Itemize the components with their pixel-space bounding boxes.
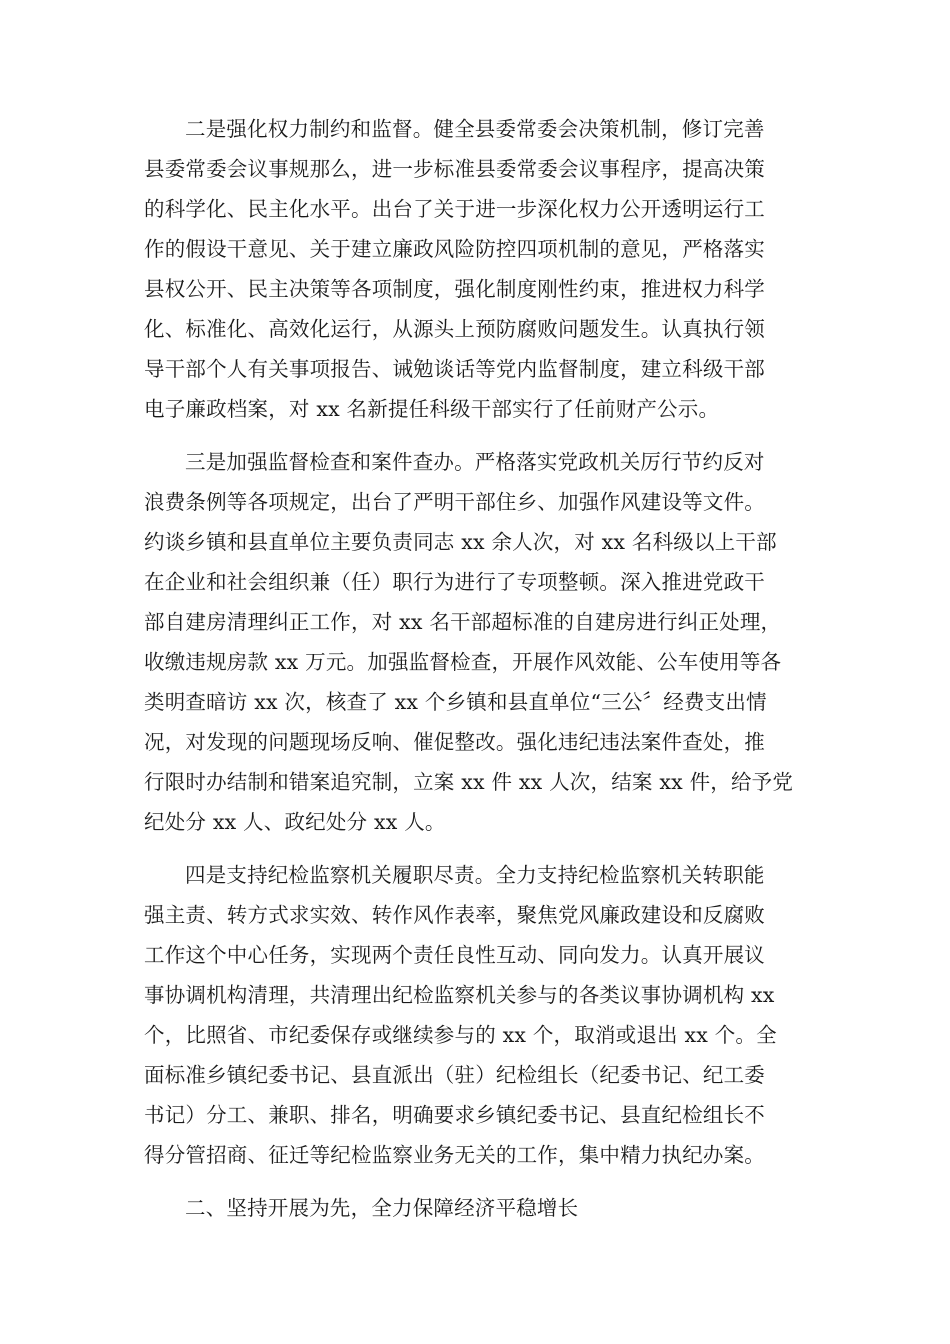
text-line: 县权公开、民主决策等各项制度，强化制度刚性约束，推进权力科学 — [144, 277, 765, 301]
text-line: 事协调机构清理，共清理出纪检监察机关参与的各类议事协调机构 xx — [144, 983, 775, 1007]
paragraph-discipline-support — [144, 855, 806, 1175]
section-heading-text: 二、坚持开展为先，全力保障经济平稳增长 — [185, 1196, 579, 1220]
text-line: 收缴违规房款 xx 万元。加强监督检查，开展作风效能、公车使用等各 — [144, 650, 782, 674]
text-line: 作的假设干意见、关于建立廉政风险防控四项机制的意见，严格落实 — [144, 237, 765, 261]
text-line: 行限时办结制和错案追究制，立案 xx 件 xx 人次，结案 xx 件，给予党 — [144, 770, 794, 794]
text-line: 浪费条例等各项规定，出台了严明干部住乡、加强作风建设等文件。 — [144, 490, 765, 514]
text-line: 化、标准化、高效化运行，从源头上预防腐败问题发生。认真执行领 — [144, 317, 765, 341]
document-body — [144, 109, 806, 1241]
text-line: 纪处分 xx 人、政纪处分 xx 人。 — [144, 810, 446, 834]
text-line: 县委常委会议事规那么，进一步标准县委常委会议事程序，提高决策 — [144, 157, 765, 181]
text-line: 个，比照省、市纪委保存或继续参与的 xx 个，取消或退出 xx 个。全 — [144, 1023, 777, 1047]
text-line: 工作这个中心任务，实现两个责任良性互动、同向发力。认真开展议 — [144, 943, 765, 967]
text-line: 强主责、转方式求实效、转作风作表率，聚焦党风廉政建设和反腐败 — [144, 903, 765, 927]
text-line: 部自建房清理纠正工作，对 xx 名干部超标准的自建房进行纠正处理， — [144, 610, 782, 634]
text-line: 电子廉政档案，对 xx 名新提任科级干部实行了任前财产公示。 — [144, 397, 720, 421]
text-line: 导干部个人有关事项报告、诫勉谈话等党内监督制度，建立科级干部 — [144, 357, 765, 381]
paragraph-power-supervision — [144, 109, 806, 429]
text-line: 约谈乡镇和县直单位主要负责同志 xx 余人次，对 xx 名科级以上干部 — [144, 530, 777, 554]
text-line: 类明查暗访 xx 次，核查了 xx 个乡镇和县直单位“三公〞经费支出情 — [144, 690, 767, 714]
paragraph-inspection-cases — [144, 442, 806, 842]
text-line: 得分管招商、征迁等纪检监察业务无关的工作，集中精力执纪办案。 — [144, 1143, 765, 1167]
text-line: 况，对发现的问题现场反响、催促整改。强化违纪违法案件查处，推 — [144, 730, 765, 754]
text-line: 的科学化、民主化水平。出台了关于进一步深化权力公开透明运行工 — [144, 197, 765, 221]
text-line: 书记）分工、兼职、排名，明确要求乡镇纪委书记、县直纪检组长不 — [144, 1103, 765, 1127]
section-heading — [144, 1188, 806, 1228]
text-line: 二是强化权力制约和监督。健全县委常委会决策机制，修订完善 — [185, 117, 765, 141]
text-line: 在企业和社会组织兼（任）职行为进行了专项整顿。深入推进党政干 — [144, 570, 765, 594]
text-line: 三是加强监督检查和案件查办。严格落实党政机关厉行节约反对 — [185, 450, 765, 474]
text-line: 四是支持纪检监察机关履职尽责。全力支持纪检监察机关转职能 — [185, 863, 765, 887]
text-line: 面标准乡镇纪委书记、县直派出（驻）纪检组长（纪委书记、纪工委 — [144, 1063, 765, 1087]
